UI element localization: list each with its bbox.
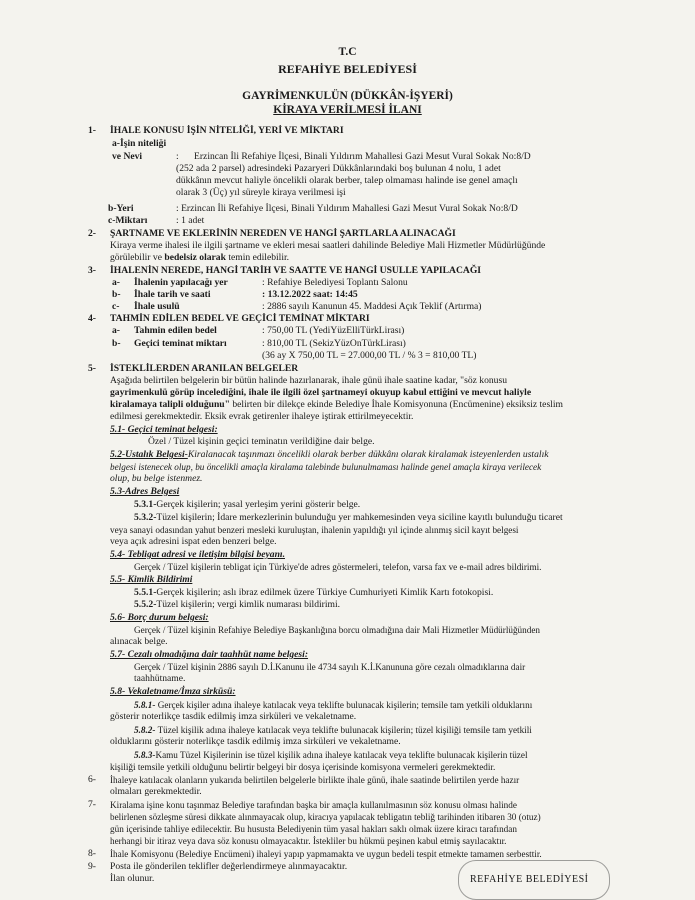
s5-8-1-num: 5.8.1- <box>134 700 156 710</box>
s7-line3: gün içerisinde tahliye edilecektir. Bu hususta Belediyenin tüm yasal hakları saklı olmak üzere kiracı tarafından <box>110 824 517 834</box>
s5-8-3-num: 5.8.3- <box>134 750 156 760</box>
s5-3-1 <box>134 499 360 511</box>
s5-2-heading: 5.2-Ustalık Belgesi- <box>110 449 188 460</box>
s8-num: 8- <box>88 848 96 859</box>
s5-8-2-line2: olduklarını gösterir noterlikçe tasdik edilmiş imza sirküleri ve vekaletname. <box>110 736 401 747</box>
s3-num: 3- <box>88 265 96 276</box>
s1-nevi-2: (252 ada 2 parsel) adresindeki Pazaryeri Dükkânlarındaki boş bulunan 4 nolu, 1 adet <box>176 163 501 174</box>
s4-b-label: b- <box>112 338 121 349</box>
s5-1-heading: 5.1- Geçici teminat belgesi: <box>110 424 218 435</box>
s5-para-1-text: Aşağıda belirtilen belgelerin bir bütün halinde hazırlanarak, ihale günü ihale saatine kadar, "söz konusu <box>110 375 508 386</box>
s1-colon: : <box>176 151 179 162</box>
s5-3-2-line3: veya açık adresini ispat eden benzeri belge. <box>110 536 277 547</box>
s5-5-1 <box>134 587 493 599</box>
s5-4-text: Gerçek / Tüzel kişilerin tebligat için Türkiye'de adres göstermeleri, telefon, varsa fax ve e-mail adres bildirimi. <box>134 562 542 572</box>
s1-ve-nevi: ve Nevi <box>112 151 143 162</box>
s5-3-2-num: 5.3.2- <box>134 512 157 523</box>
s5-7-text-2: taahhütname. <box>134 673 186 684</box>
s1-yeri-label: b-Yeri <box>108 203 134 214</box>
s9-line2: İlan olunur. <box>110 873 155 884</box>
s6-num: 6- <box>88 774 96 785</box>
signature-text: REFAHİYE BELEDİYESİ <box>470 874 589 885</box>
s3-a-key: İhalenin yapılacağı yer <box>134 277 228 288</box>
s3-b-key: İhale tarih ve saati <box>134 289 211 300</box>
s5-para-3-bold: kiralamaya talipli olduğunu" <box>110 399 230 410</box>
s2-num: 2- <box>88 228 96 239</box>
s4-a-key: Tahmin edilen bedel <box>134 325 217 336</box>
s6-line2: olmaları gerekmektedir. <box>110 786 202 797</box>
s5-8-1 <box>134 699 532 711</box>
s3-b-label: b- <box>112 289 121 300</box>
s2-line1: Kiraya verme ihalesi ile ilgili şartname ve ekleri mesai saatleri dahilinde Belediye Mali Hizmetler Müdürlüğünde <box>110 240 546 251</box>
header-subtitle: KİRAYA VERİLMESİ İLANI <box>273 104 422 116</box>
s5-5-2-text: Tüzel kişilerin; vergi kimlik numarası bildirimi. <box>156 599 341 610</box>
s5-2-line1 <box>110 449 549 461</box>
s4-b-key: Geçici teminat miktarı <box>134 338 227 349</box>
s3-a-label: a- <box>112 277 120 288</box>
s5-para-3-text: belirten bir dilekçe ekinde Belediye İhale Komisyonuna (Encümenine) eksiksiz teslim <box>229 399 563 410</box>
s5-5-2 <box>134 599 340 611</box>
s7-line2: belirlenen sözleşme süresi dikkate alınmayacak olup, kiracıya yapılacak tebligatın tebliğ tarihinden itibaren 30 (otuz) <box>110 812 541 822</box>
s5-6-text-1: Gerçek / Tüzel kişinin Refahiye Belediye Başkanlığına borcu olmadığına dair Mali Hizmetler Müdürlüğünden <box>134 625 541 635</box>
s1-nevi-4: olarak 3 (Üç) yıl süreyle kiraya verilmesi işi <box>176 187 346 198</box>
s5-3-2-text: Tüzel kişilerin; İdare merkezlerinin bulunduğu yer mahkemesinden veya siciline kayıtlı bulunduğu ticaret <box>156 512 563 523</box>
s6-line1: İhaleye katılacak olanların yukarıda belirtilen belgelerle birlikte ihale günü, ihale saatinde belirtilen yerde hazır <box>110 775 520 785</box>
s5-6-heading: 5.6- Borç durum belgesi: <box>110 612 209 623</box>
s2-title: ŞARTNAME VE EKLERİNİN NEREDEN VE HANGİ ŞARTLARLA ALINACAĞI <box>110 228 456 239</box>
s8-line1: İhale Komisyonu (Belediye Encümeni) ihaleyi yapıp yapmamakta ve uygun bedeli tespit etmekte tamamen serbesttir. <box>110 849 542 859</box>
s5-title: İSTEKLİLERDEN ARANILAN BELGELER <box>110 363 299 374</box>
s5-6-text-2: alınacak belge. <box>110 636 168 647</box>
s5-8-3-line2: kişiliği temsile yetkili olduğunu belirtir belgeyi bir dosya içerisinde komisyona vermeleri gerekmektedir. <box>110 762 496 772</box>
s5-2-line3: olup, bu belge istenmez. <box>110 473 203 484</box>
s5-8-1-line2: gösterir noterlikçe tasdik edilmiş imza sirküleri ve vekaletname. <box>110 711 357 722</box>
s1-nevi-3: dükkânın mevcut haliyle öncelikli olarak berber, talep olmaması halinde ise genel amaçlı <box>176 175 518 186</box>
s1-nevi-1: Erzincan İli Refahiye İlçesi, Binali Yıldırım Mahallesi Gazi Mesut Vural Sokak No:8/D <box>194 151 531 162</box>
s5-5-1-text: Gerçek kişilerin; aslı ibraz edilmek üzere Türkiye Cumhuriyeti Kimlik Kartı fotokopisi. <box>156 587 494 598</box>
header-title: GAYRİMENKULÜN (DÜKKÂN-İŞYERİ) <box>242 90 453 102</box>
s3-title: İHALENİN NEREDE, HANGİ TARİH VE SAATTE VE HANGİ USULLE YAPILACAĞI <box>110 265 482 276</box>
s4-num: 4- <box>88 313 96 324</box>
s4-a-label: a- <box>112 325 120 336</box>
s5-4-heading: 5.4- Tebligat adresi ve iletişim bilgisi beyanı. <box>110 549 285 560</box>
s2-line2-a: görülebilir ve <box>110 252 165 263</box>
s5-para-1 <box>110 375 507 387</box>
s4-title: TAHMİN EDİLEN BEDEL VE GEÇİCİ TEMİNAT MİKTARI <box>110 313 370 324</box>
s5-8-2-num: 5.8.2- <box>134 725 156 735</box>
s9-num: 9- <box>88 861 96 872</box>
s4-a-value: : 750,00 TL (YediYüzElliTürkLirası) <box>262 325 405 336</box>
s5-8-2 <box>134 724 532 736</box>
header-tc: T.C <box>338 46 357 58</box>
s1-num: 1- <box>88 125 96 136</box>
s1-title: İHALE KONUSU İŞİN NİTELİĞİ, YERİ VE MİKTARI <box>110 125 344 136</box>
s5-3-2 <box>134 512 563 524</box>
s3-a-value: : Refahiye Belediyesi Toplantı Salonu <box>262 277 408 288</box>
s5-3-heading: 5.3-Adres Belgesi <box>110 486 180 497</box>
s5-num: 5- <box>88 363 96 374</box>
s9-line1: Posta ile gönderilen teklifler değerlendirmeye alınmayacaktır. <box>110 861 348 872</box>
s2-line2-bold: bedelsiz olarak <box>164 252 226 263</box>
s5-5-heading: 5.5- Kimlik Bildirimi <box>110 574 193 585</box>
s5-para-2: gayrimenkulü görüp incelediğini, ihale ile ilgili özel şartnameyi okuyup kabul ettiğini ve mevcut haliyle <box>110 387 532 398</box>
header-municipality: REFAHİYE BELEDİYESİ <box>278 62 417 76</box>
s5-5-1-num: 5.5.1- <box>134 587 157 598</box>
s2-line2-c: temin edilebilir. <box>225 252 290 263</box>
s5-8-2-text: Tüzel kişilik adına ihaleye katılacak veya teklifte bulunacak kişilerin; tüzel kişiliği temsile tam yetkili <box>155 725 532 735</box>
s7-num: 7- <box>88 799 96 810</box>
s3-b-value: : 13.12.2022 saat: 14:45 <box>262 289 358 300</box>
s5-8-3 <box>134 749 528 761</box>
s5-5-2-num: 5.5.2- <box>134 599 157 610</box>
s4-b-value: : 810,00 TL (SekizYüzOnTürkLirası) <box>262 338 406 349</box>
s5-2-line2: belgesi istenecek olup, bu öncelikli amaçla kiralama talebinde bulunulmaması halinde genel amaçla kiraya verilecek <box>110 462 542 472</box>
s3-c-value: : 2886 sayılı Kanunun 45. Maddesi Açık Teklif (Artırma) <box>262 301 482 312</box>
s7-line1: Kiralama işine konu taşınmaz Belediye tarafından başka bir amaçla kullanılmasının söz konusu olması halinde <box>110 800 517 810</box>
s5-7-heading: 5.7- Cezalı olmadığına dair taahhüt name belgesi: <box>110 649 309 660</box>
s5-2-text-a: Kiralanacak taşınmazı öncelikli olarak berber dükkânı olarak kiralamak isteyenlerden ustalık <box>187 449 549 460</box>
s1-miktar-value: : 1 adet <box>176 215 205 226</box>
s3-c-key: İhale usulü <box>134 301 180 312</box>
s5-para-4: edilmesi gerekmektedir. Eksik evrak getirenler ihaleye iştirak ettirilmeyecektir. <box>110 411 414 422</box>
s5-3-2-line2: veya sanayi odasından yahut benzeri mesleki kuruluştan, ihalenin yapıldığı yıl içinde alınmış sicil kayıt belgesi <box>110 525 519 535</box>
s5-8-heading: 5.8- Vekaletname/İmza sirküsü: <box>110 686 236 697</box>
s5-3-1-text: Gerçek kişilerin; yasal yerleşim yerini gösterir belge. <box>156 499 361 510</box>
s2-line2 <box>110 252 289 264</box>
s5-1-text: Özel / Tüzel kişinin geçici teminatın verildiğine dair belge. <box>148 436 375 447</box>
s1-yeri-value: : Erzincan İli Refahiye İlçesi, Binali Yıldırım Mahallesi Gazi Mesut Vural Sokak No:8/D <box>176 203 518 214</box>
s5-para-3 <box>110 399 563 411</box>
s5-3-1-num: 5.3.1- <box>134 499 157 510</box>
s1-miktar-label: c-Miktarı <box>108 215 148 226</box>
s1-sub-a: a-İşin niteliği <box>112 138 167 149</box>
s5-8-1-text: Gerçek kişiler adına ihaleye katılacak veya teklifte bulunacak kişilerin; temsile tam yetkili olduklarını <box>155 700 533 710</box>
s7-line4: herhangi bir itiraz veya dava söz konusu olmayacaktır. İstekliler bu hükmü peşinen kabul etmiş sayılacaktır. <box>110 836 507 846</box>
s5-7-text-1: Gerçek / Tüzel kişinin 2886 sayılı D.İ.Kanunu ile 4734 sayılı K.İ.Kanununa göre cezalı olmadıklarına dair <box>134 662 526 672</box>
s5-8-3-text: Kamu Tüzel Kişilerinin ise tüzel kişilik adına ihaleye katılacak veya teklifte bulunacak kişilerin tüzel <box>155 750 528 760</box>
s3-c-label: c- <box>112 301 120 312</box>
s4-calculation: (36 ay X 750,00 TL = 27.000,00 TL / % 3 = 810,00 TL) <box>262 350 477 361</box>
